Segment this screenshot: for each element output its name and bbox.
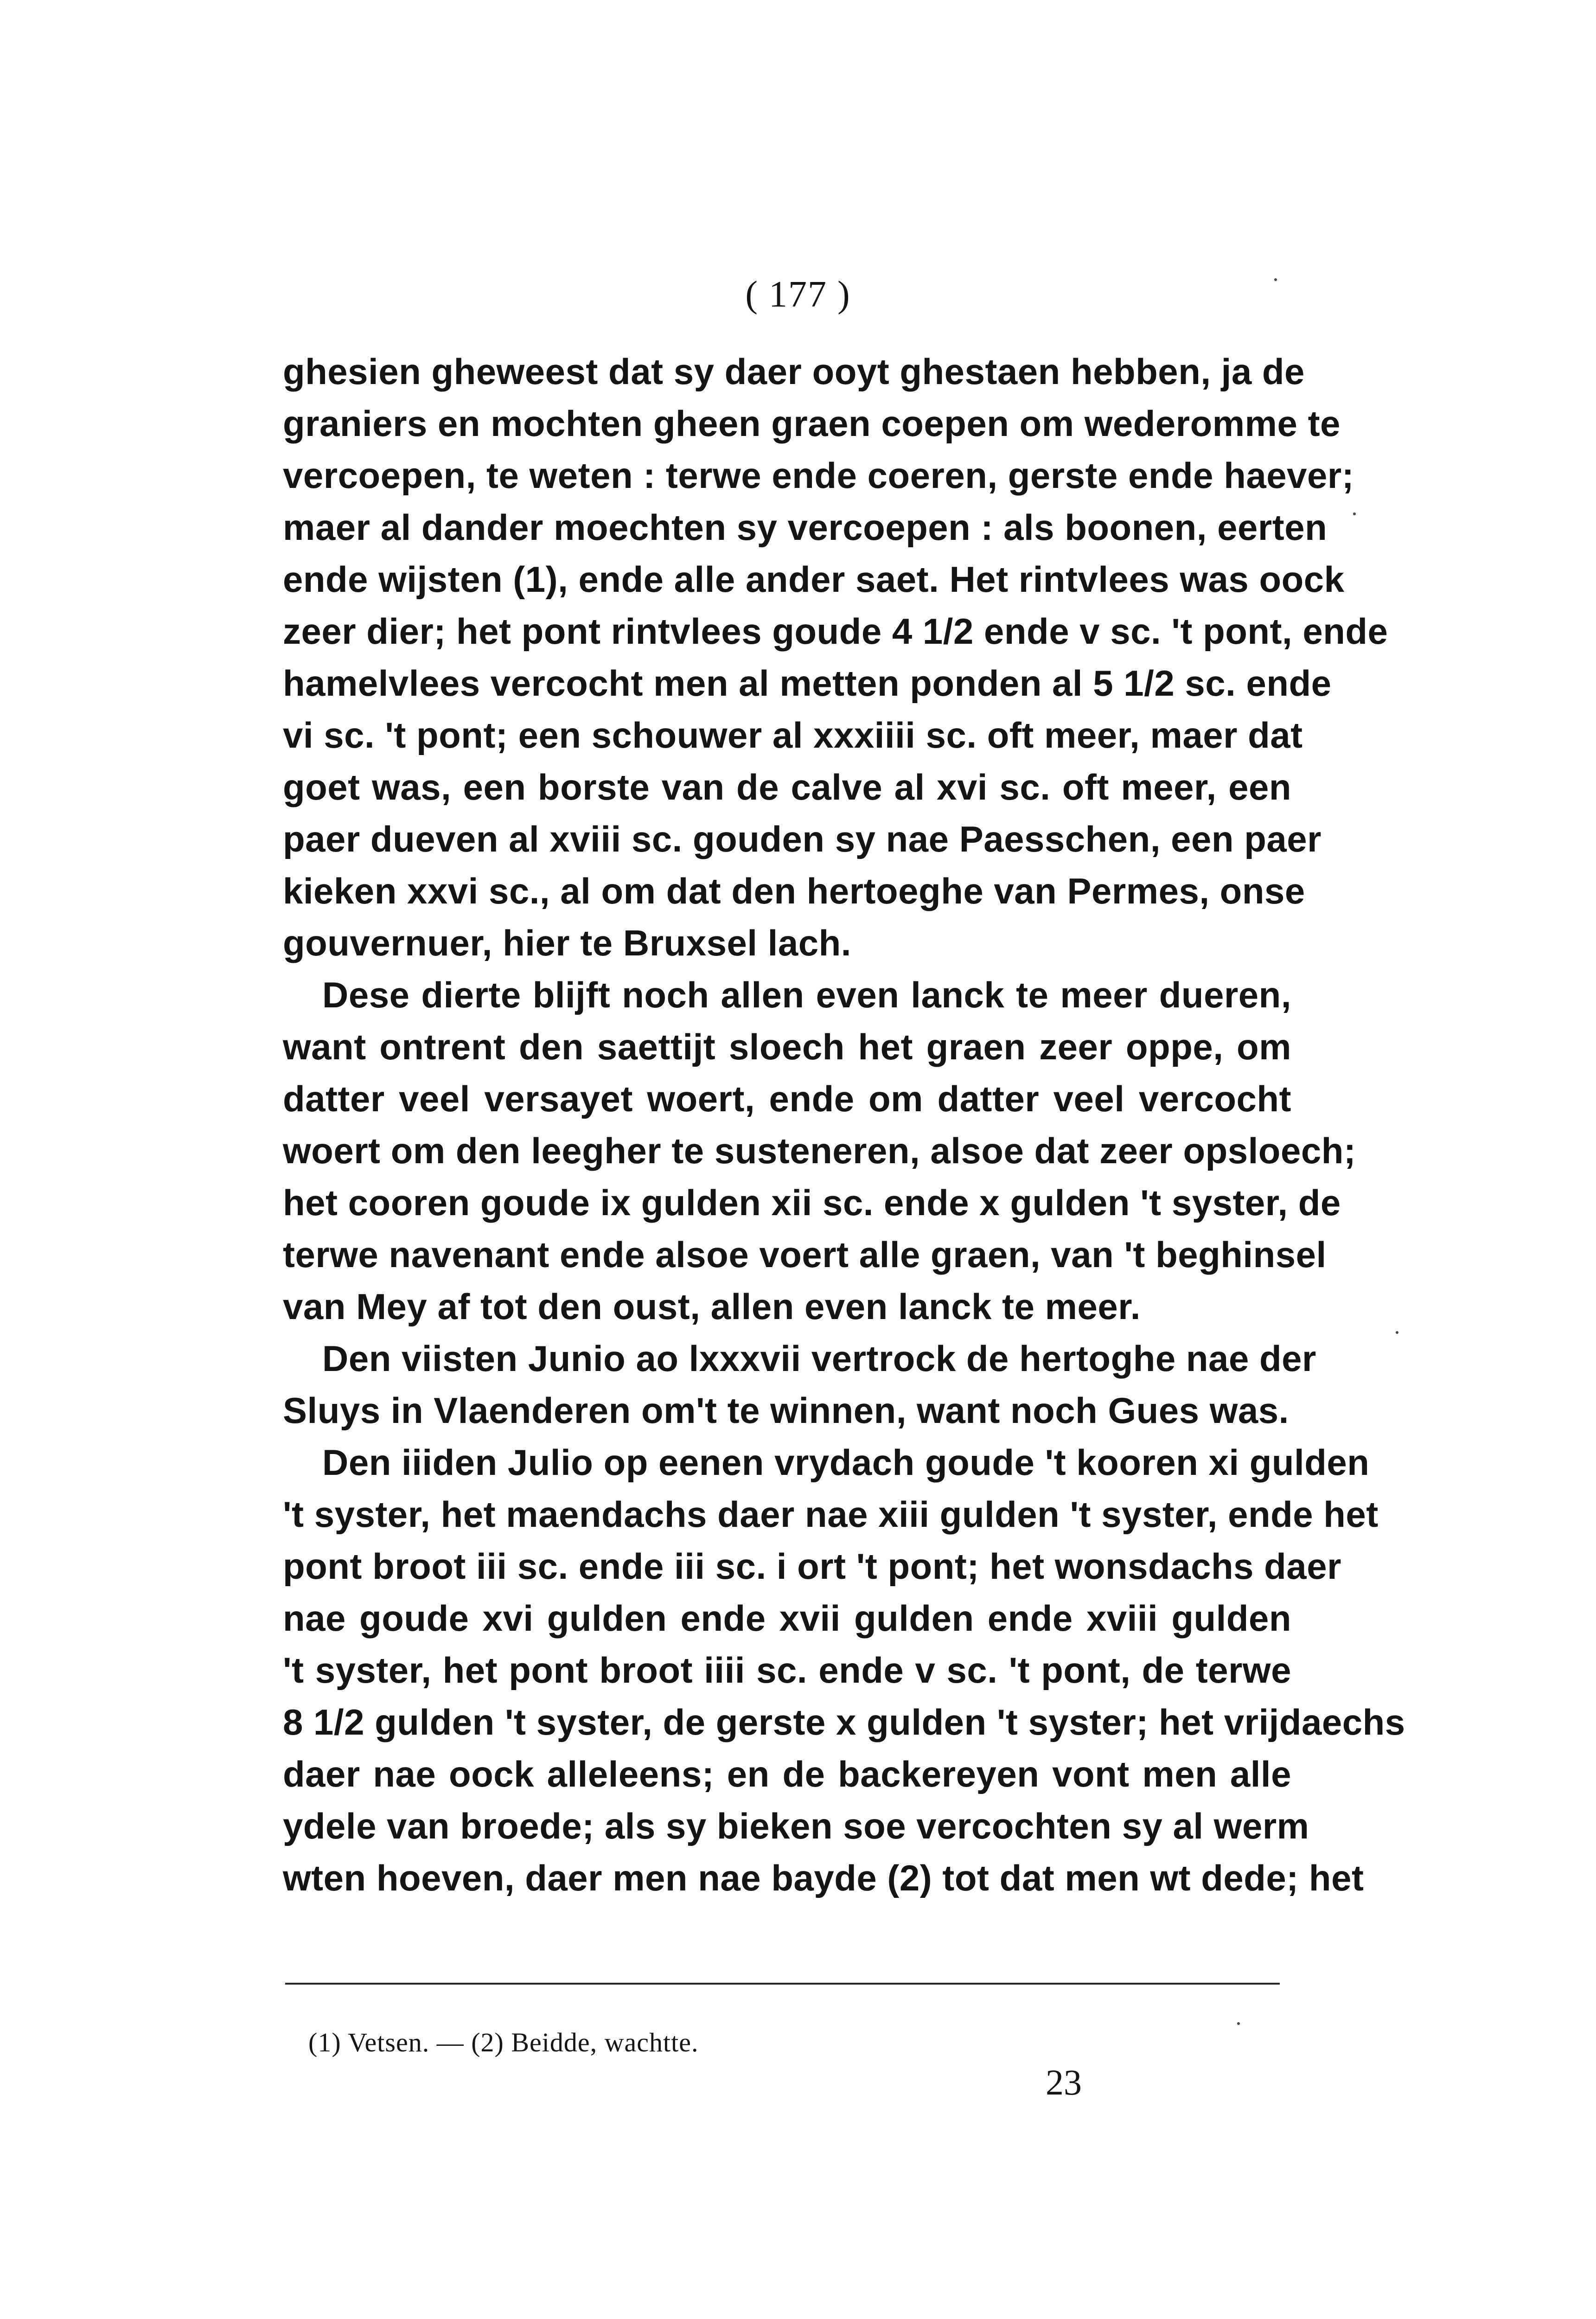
text-block [283,346,1405,1904]
text-line: vi sc. 't pont; een schouwer al xxxiiii sc. oft meer, maer dat [283,715,1303,756]
text-line: 't syster, het pont broot iiii sc. ende v sc. 't pont, de terwe [283,1650,1291,1691]
text-line: datter veel versayet woert, ende om datter veel vercocht [283,1078,1291,1119]
text-line: het cooren goude ix gulden xii sc. ende x gulden 't syster, de [283,1182,1341,1223]
text-line: Dese dierte blijft noch allen even lanck te meer dueren, [322,974,1291,1015]
text-line: Den iiiden Julio op eenen vrydach goude 't kooren xi gulden [322,1442,1370,1483]
page-header: ( 177 ) [745,274,851,315]
footnote-rule [285,1983,1280,1985]
text-line: nae goude xvi gulden ende xvii gulden ende xviii gulden [283,1598,1291,1639]
text-line: goet was, een borste van de calve al xvi sc. oft meer, een [283,767,1291,807]
text-line: graniers en mochten gheen graen coepen om wederomme te [283,403,1341,444]
text-line: 8 1/2 gulden 't syster, de gerste x gulden 't syster; het vrijdaechs [283,1702,1405,1742]
text-line: vercoepen, te weten : terwe ende coeren, gerste ende haever; [283,455,1354,496]
text-line: maer al dander moechten sy vercoepen : als boonen, eerten [283,507,1328,548]
text-line: Den viisten Junio ao lxxxvii vertrock de hertoghe nae der [322,1338,1316,1379]
text-line: ghesien gheweest dat sy daer ooyt ghestaen hebben, ja de [283,351,1305,392]
page-signature: 23 [1046,2062,1082,2102]
text-line: Sluys in Vlaenderen om't te winnen, want noch Gues was. [283,1390,1289,1431]
text-line: daer nae oock alleleens; en de backereyen vont men alle [283,1754,1291,1794]
text-line: hamelvlees vercocht men al metten ponden al 5 1/2 sc. ende [283,663,1332,704]
text-line: ende wijsten (1), ende alle ander saet. Het rintvlees was oock [283,559,1345,600]
text-line: 't syster, het maendachs daer nae xiii gulden 't syster, ende het [283,1494,1379,1535]
text-line: zeer dier; het pont rintvlees goude 4 1/2 ende v sc. 't pont, ende [283,611,1388,652]
text-line: van Mey af tot den oust, allen even lanck te meer. [283,1286,1141,1327]
speck-mark [1274,278,1277,281]
text-line: woert om den leegher te susteneren, alsoe dat zeer opsloech; [283,1130,1356,1171]
text-line: gouvernuer, hier te Bruxsel lach. [283,922,851,963]
speck-mark [1396,1331,1398,1334]
text-line: ydele van broede; als sy bieken soe vercochten sy al werm [283,1806,1309,1846]
footnote: (1) Vetsen. — (2) Beidde, wachtte. [308,2027,699,2057]
text-line: kieken xxvi sc., al om dat den hertoeghe van Permes, onse [283,871,1305,911]
text-line: pont broot iii sc. ende iii sc. i ort 't pont; het wonsdachs daer [283,1546,1341,1587]
text-line: terwe navenant ende alsoe voert alle graen, van 't beghinsel [283,1234,1327,1275]
speck-mark [1237,2022,1240,2025]
text-line: wten hoeven, daer men nae bayde (2) tot dat men wt dede; het [283,1858,1364,1898]
text-line: paer dueven al xviii sc. gouden sy nae Paesschen, een paer [283,819,1322,859]
speck-mark [1353,512,1356,515]
text-line: want ontrent den saettijt sloech het graen zeer oppe, om [283,1026,1291,1067]
